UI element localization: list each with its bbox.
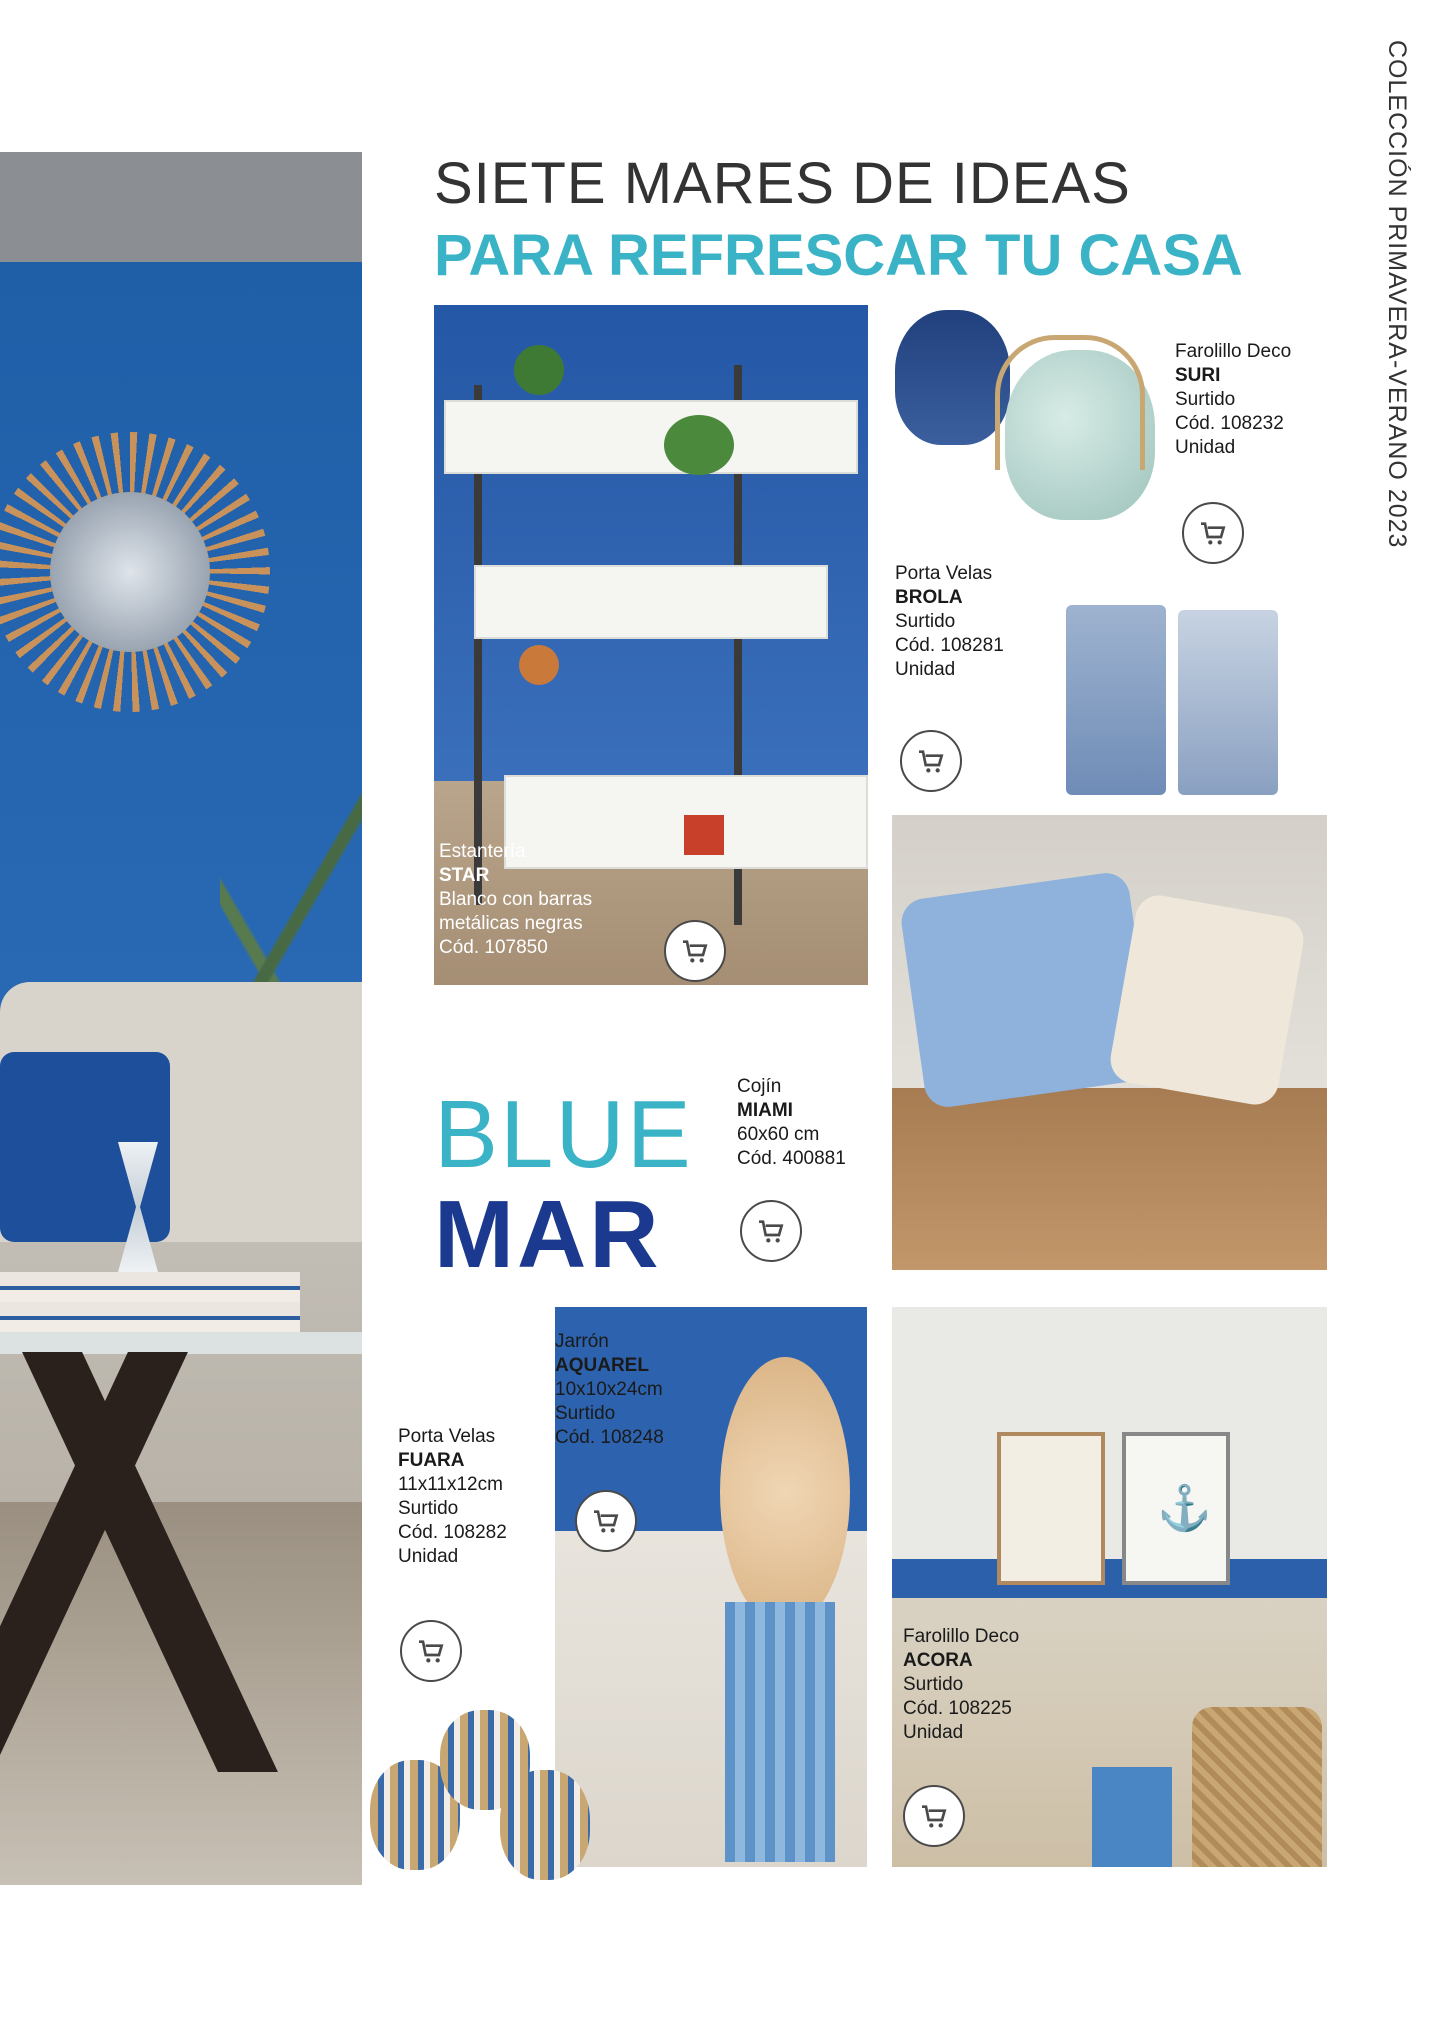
product-unit: Unidad <box>1175 437 1236 458</box>
product-unit: Unidad <box>398 1546 459 1567</box>
miami-cushion-photo <box>892 815 1327 1270</box>
blue-glass <box>1066 605 1166 795</box>
product-category: Porta Velas <box>895 563 993 584</box>
fuara-caption <box>398 1425 507 1569</box>
glass-table-top <box>0 1332 362 1354</box>
product-variant: Surtido <box>398 1498 459 1519</box>
product-category: Cojín <box>737 1076 782 1097</box>
dried-flowers <box>720 1357 850 1627</box>
shopping-cart-icon <box>415 1635 447 1667</box>
fuara-cart-button[interactable] <box>400 1620 462 1682</box>
star-shelf-photo <box>434 305 868 985</box>
product-variant: Surtido <box>555 1403 616 1424</box>
miami-caption <box>737 1075 846 1171</box>
candle-holder <box>500 1770 590 1880</box>
product-code: Cód. 107850 <box>439 937 548 958</box>
cream-cushion <box>1107 892 1307 1109</box>
shopping-cart-icon <box>679 935 711 967</box>
section-title-mar: MAR <box>434 1181 662 1288</box>
shopping-cart-icon <box>590 1505 622 1537</box>
product-name: SURI <box>1175 365 1221 386</box>
product-code: Cód. 108282 <box>398 1522 507 1543</box>
product-code: Cód. 108232 <box>1175 413 1284 434</box>
product-description: metálicas negras <box>439 913 583 934</box>
product-category: Farolillo Deco <box>903 1626 1020 1647</box>
product-variant: Surtido <box>895 611 956 632</box>
suri-lantern-photo <box>895 305 1175 545</box>
product-category: Porta Velas <box>398 1426 496 1447</box>
collection-label <box>1382 40 1422 600</box>
suri-cart-button[interactable] <box>1182 502 1244 564</box>
product-unit: Unidad <box>903 1722 964 1743</box>
product-code: Cód. 108248 <box>555 1427 664 1448</box>
mirror-glass <box>50 492 210 652</box>
product-code: Cód. 400881 <box>737 1148 846 1169</box>
product-code: Cód. 108281 <box>895 635 1004 656</box>
fuara-candle-holders-photo <box>360 1700 605 1900</box>
product-name: ACORA <box>903 1650 973 1671</box>
shopping-cart-icon <box>1197 517 1229 549</box>
shelf-board <box>474 565 828 639</box>
blue-vase <box>1092 1767 1172 1867</box>
decor-jar <box>684 815 724 855</box>
product-size: 11x11x12cm <box>398 1474 503 1495</box>
product-size: 10x10x24cm <box>555 1379 663 1400</box>
aquarel-caption <box>555 1330 664 1450</box>
brola-candle-holders-photo <box>1060 605 1290 800</box>
brola-cart-button[interactable] <box>900 730 962 792</box>
decor-vase <box>519 645 559 685</box>
lantern-box <box>997 1432 1105 1585</box>
product-name: STAR <box>439 865 490 886</box>
wicker-basket <box>1192 1707 1322 1867</box>
aquarel-cart-button[interactable] <box>575 1490 637 1552</box>
acora-cart-button[interactable] <box>903 1785 965 1847</box>
product-size: 60x60 cm <box>737 1124 820 1145</box>
hanging-plant <box>664 415 734 475</box>
hero-room-photo <box>0 152 362 1885</box>
blue-vase <box>725 1602 835 1862</box>
shopping-cart-icon <box>915 745 947 777</box>
potted-plant <box>514 345 564 395</box>
headline-line-2: PARA REFRESCAR TU CASA <box>434 223 1243 288</box>
star-caption <box>439 840 592 960</box>
product-name: BROLA <box>895 587 963 608</box>
light-glass <box>1178 610 1278 795</box>
star-cart-button[interactable] <box>664 920 726 982</box>
headline-line-1: SIETE MARES DE IDEAS <box>434 151 1131 216</box>
product-category: Estantería <box>439 841 526 862</box>
product-variant: Surtido <box>903 1674 964 1695</box>
product-description: Blanco con barras <box>439 889 593 910</box>
product-name: MIAMI <box>737 1100 793 1121</box>
miami-cart-button[interactable] <box>740 1200 802 1262</box>
brola-caption <box>895 562 1004 682</box>
book-stack <box>0 1272 300 1332</box>
product-name: AQUAREL <box>555 1355 649 1376</box>
suri-caption <box>1175 340 1291 460</box>
section-title-blue: BLUE <box>434 1081 693 1188</box>
product-variant: Surtido <box>1175 389 1236 410</box>
shelf-board <box>444 400 858 474</box>
product-category: Farolillo Deco <box>1175 341 1292 362</box>
blue-lantern <box>895 310 1010 445</box>
product-name: FUARA <box>398 1450 465 1471</box>
rope-handle <box>995 335 1145 470</box>
acora-caption <box>903 1625 1019 1745</box>
anchor-icon: ⚓ <box>1157 1484 1212 1533</box>
product-code: Cód. 108225 <box>903 1698 1012 1719</box>
product-category: Jarrón <box>555 1331 609 1352</box>
shopping-cart-icon <box>918 1800 950 1832</box>
shopping-cart-icon <box>755 1215 787 1247</box>
product-unit: Unidad <box>895 659 956 680</box>
collection-text: COLECCIÓN PRIMAVERA-VERANO 2023 <box>1383 40 1411 549</box>
acora-lantern-photo <box>892 1307 1327 1867</box>
